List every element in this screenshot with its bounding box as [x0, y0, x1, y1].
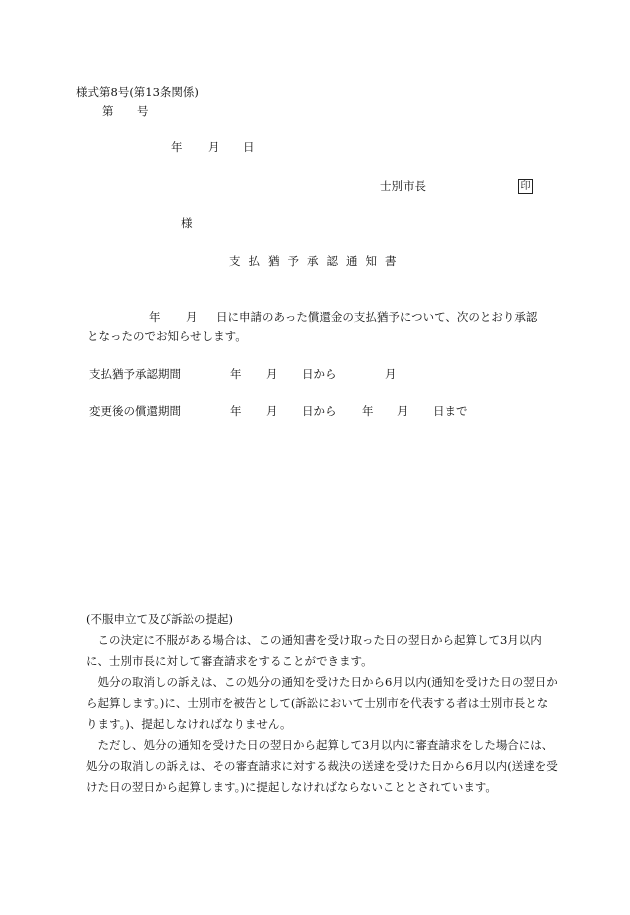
intro-year: 年 — [149, 310, 161, 324]
form-number: 様式第8号(第13条関係) — [76, 85, 199, 99]
doc-number-suffix: 号 — [137, 104, 149, 118]
changed-period-year: 年 — [230, 404, 242, 418]
intro-month: 月 — [186, 310, 198, 324]
doc-number-prefix: 第 — [102, 104, 114, 118]
changed-period-from: 日から — [302, 404, 337, 418]
changed-period-label: 変更後の償還期間 — [89, 404, 181, 418]
changed-period-year2: 年 — [362, 404, 374, 418]
approval-period-year: 年 — [230, 367, 242, 381]
seal-mark — [518, 179, 533, 194]
intro-text-line1: 日に申請のあった償還金の支払猶予について、次のとおり承認 — [216, 310, 538, 324]
approval-period-month: 月 — [266, 367, 278, 381]
date-month: 月 — [208, 140, 220, 154]
date-day: 日 — [243, 140, 255, 154]
changed-period-month: 月 — [266, 404, 278, 418]
appeal-paragraph: ただし、処分の通知を受けた日の翌日から起算して3月以内に審査請求をした場合には、処分の取消しの訴えは、その審査請求に対する裁決の送達を受けた日から6月以内(送達を受けた日の翌日から起算します。)に提起しなければならないこととされています。 — [86, 738, 558, 794]
approval-period-from: 日から — [302, 367, 337, 381]
appeal-paragraph: 処分の取消しの訴えは、この処分の通知を受けた日から6月以内(通知を受けた日の翌日から起算します。)に、士別市を被告として(訴訟において士別市を代表する者は士別市長となります。)、提起しなければなりません。 — [86, 675, 558, 731]
appeal-notice — [86, 609, 558, 798]
changed-period-month2: 月 — [397, 404, 409, 418]
changed-period-until: 日まで — [433, 404, 468, 418]
appeal-heading: (不服申立て及び訴訟の提起) — [86, 612, 233, 626]
approval-period-months: 月 — [385, 367, 397, 381]
issuer-name: 士別市長 — [380, 179, 426, 193]
recipient-suffix: 様 — [181, 216, 193, 230]
intro-text-line2: となったのでお知らせします。 — [87, 329, 247, 343]
approval-period-label: 支払猶予承認期間 — [89, 367, 181, 381]
seal-icon: 印 — [518, 179, 533, 194]
document-title: 支払猶予承認通知書 — [229, 254, 405, 268]
appeal-paragraph: この決定に不服がある場合は、この通知書を受け取った日の翌日から起算して3月以内に、士別市長に対して審査請求をすることができます。 — [86, 633, 542, 668]
date-year: 年 — [171, 140, 183, 154]
